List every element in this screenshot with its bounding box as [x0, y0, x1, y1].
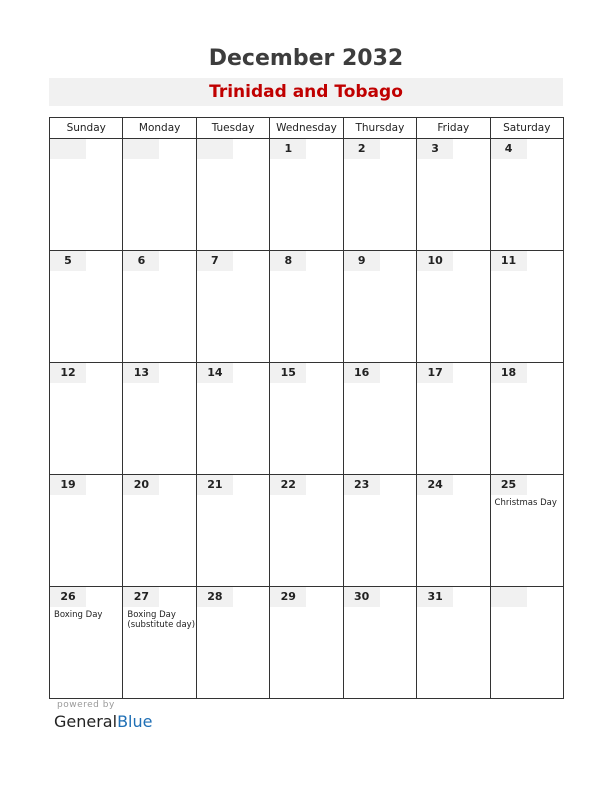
day-cell — [343, 475, 416, 587]
brand-logo[interactable] — [54, 712, 152, 731]
day-cell — [490, 363, 563, 475]
day-cell — [50, 475, 123, 587]
weekday-header: Saturday — [490, 118, 563, 139]
week-row — [50, 251, 564, 363]
day-number: 28 — [197, 587, 233, 607]
weekday-header: Wednesday — [270, 118, 343, 139]
day-cell — [123, 363, 196, 475]
day-cell — [417, 475, 490, 587]
day-cell — [123, 587, 196, 699]
day-cell — [50, 587, 123, 699]
day-cell — [417, 587, 490, 699]
week-row — [50, 363, 564, 475]
day-cell — [123, 251, 196, 363]
country-banner — [49, 78, 563, 106]
weekday-header: Thursday — [343, 118, 416, 139]
day-number: 20 — [123, 475, 159, 495]
powered-by-text: powered by — [57, 700, 115, 710]
day-number: 31 — [417, 587, 453, 607]
day-cell — [417, 363, 490, 475]
country-name: Trinidad and Tobago — [209, 82, 403, 102]
day-cell — [50, 251, 123, 363]
day-cell — [490, 587, 563, 699]
brand-name-part1: General — [54, 712, 118, 731]
day-number: 18 — [491, 363, 527, 383]
day-cell — [343, 363, 416, 475]
day-cell — [343, 587, 416, 699]
day-number: 25 — [491, 475, 527, 495]
day-number: 3 — [417, 139, 453, 159]
holiday-label: Christmas Day — [494, 498, 557, 508]
day-number: 19 — [50, 475, 86, 495]
day-number — [50, 139, 86, 159]
day-number: 1 — [270, 139, 306, 159]
weekday-header: Monday — [123, 118, 196, 139]
day-cell — [490, 251, 563, 363]
week-row — [50, 475, 564, 587]
page-title: December 2032 — [208, 46, 404, 71]
day-cell — [196, 475, 269, 587]
day-number: 22 — [270, 475, 306, 495]
day-cell — [196, 363, 269, 475]
day-cell — [270, 363, 343, 475]
holiday-label: Boxing Day (substitute day) — [127, 610, 196, 630]
day-number: 17 — [417, 363, 453, 383]
day-cell — [196, 251, 269, 363]
day-number: 9 — [344, 251, 380, 271]
weekday-header: Friday — [417, 118, 490, 139]
weekday-header-row — [50, 118, 564, 139]
day-number — [123, 139, 159, 159]
day-number: 16 — [344, 363, 380, 383]
day-cell — [490, 139, 563, 251]
day-number: 2 — [344, 139, 380, 159]
day-cell — [196, 587, 269, 699]
day-number: 4 — [491, 139, 527, 159]
day-number: 5 — [50, 251, 86, 271]
day-number: 14 — [197, 363, 233, 383]
day-cell — [123, 139, 196, 251]
day-cell — [196, 139, 269, 251]
day-cell — [343, 139, 416, 251]
day-number: 13 — [123, 363, 159, 383]
day-number: 30 — [344, 587, 380, 607]
day-cell — [270, 587, 343, 699]
day-number: 7 — [197, 251, 233, 271]
day-cell — [417, 139, 490, 251]
day-number: 23 — [344, 475, 380, 495]
day-number: 15 — [270, 363, 306, 383]
day-cell — [50, 363, 123, 475]
day-cell — [270, 475, 343, 587]
day-cell — [417, 251, 490, 363]
day-cell — [50, 139, 123, 251]
week-row — [50, 139, 564, 251]
day-number: 10 — [417, 251, 453, 271]
weekday-header: Sunday — [50, 118, 123, 139]
day-cell — [270, 251, 343, 363]
day-cell — [490, 475, 563, 587]
holiday-label: Boxing Day — [54, 610, 103, 620]
calendar-grid — [49, 117, 564, 699]
week-row — [50, 587, 564, 699]
weekday-header: Tuesday — [196, 118, 269, 139]
day-number: 26 — [50, 587, 86, 607]
day-cell — [343, 251, 416, 363]
day-number: 8 — [270, 251, 306, 271]
day-number — [491, 587, 527, 607]
day-number: 27 — [123, 587, 159, 607]
day-number: 29 — [270, 587, 306, 607]
day-cell — [270, 139, 343, 251]
day-number: 21 — [197, 475, 233, 495]
day-number: 24 — [417, 475, 453, 495]
day-cell — [123, 475, 196, 587]
brand-name-part2: Blue — [117, 712, 153, 731]
day-number: 11 — [491, 251, 527, 271]
day-number: 6 — [123, 251, 159, 271]
day-number: 12 — [50, 363, 86, 383]
day-number — [197, 139, 233, 159]
